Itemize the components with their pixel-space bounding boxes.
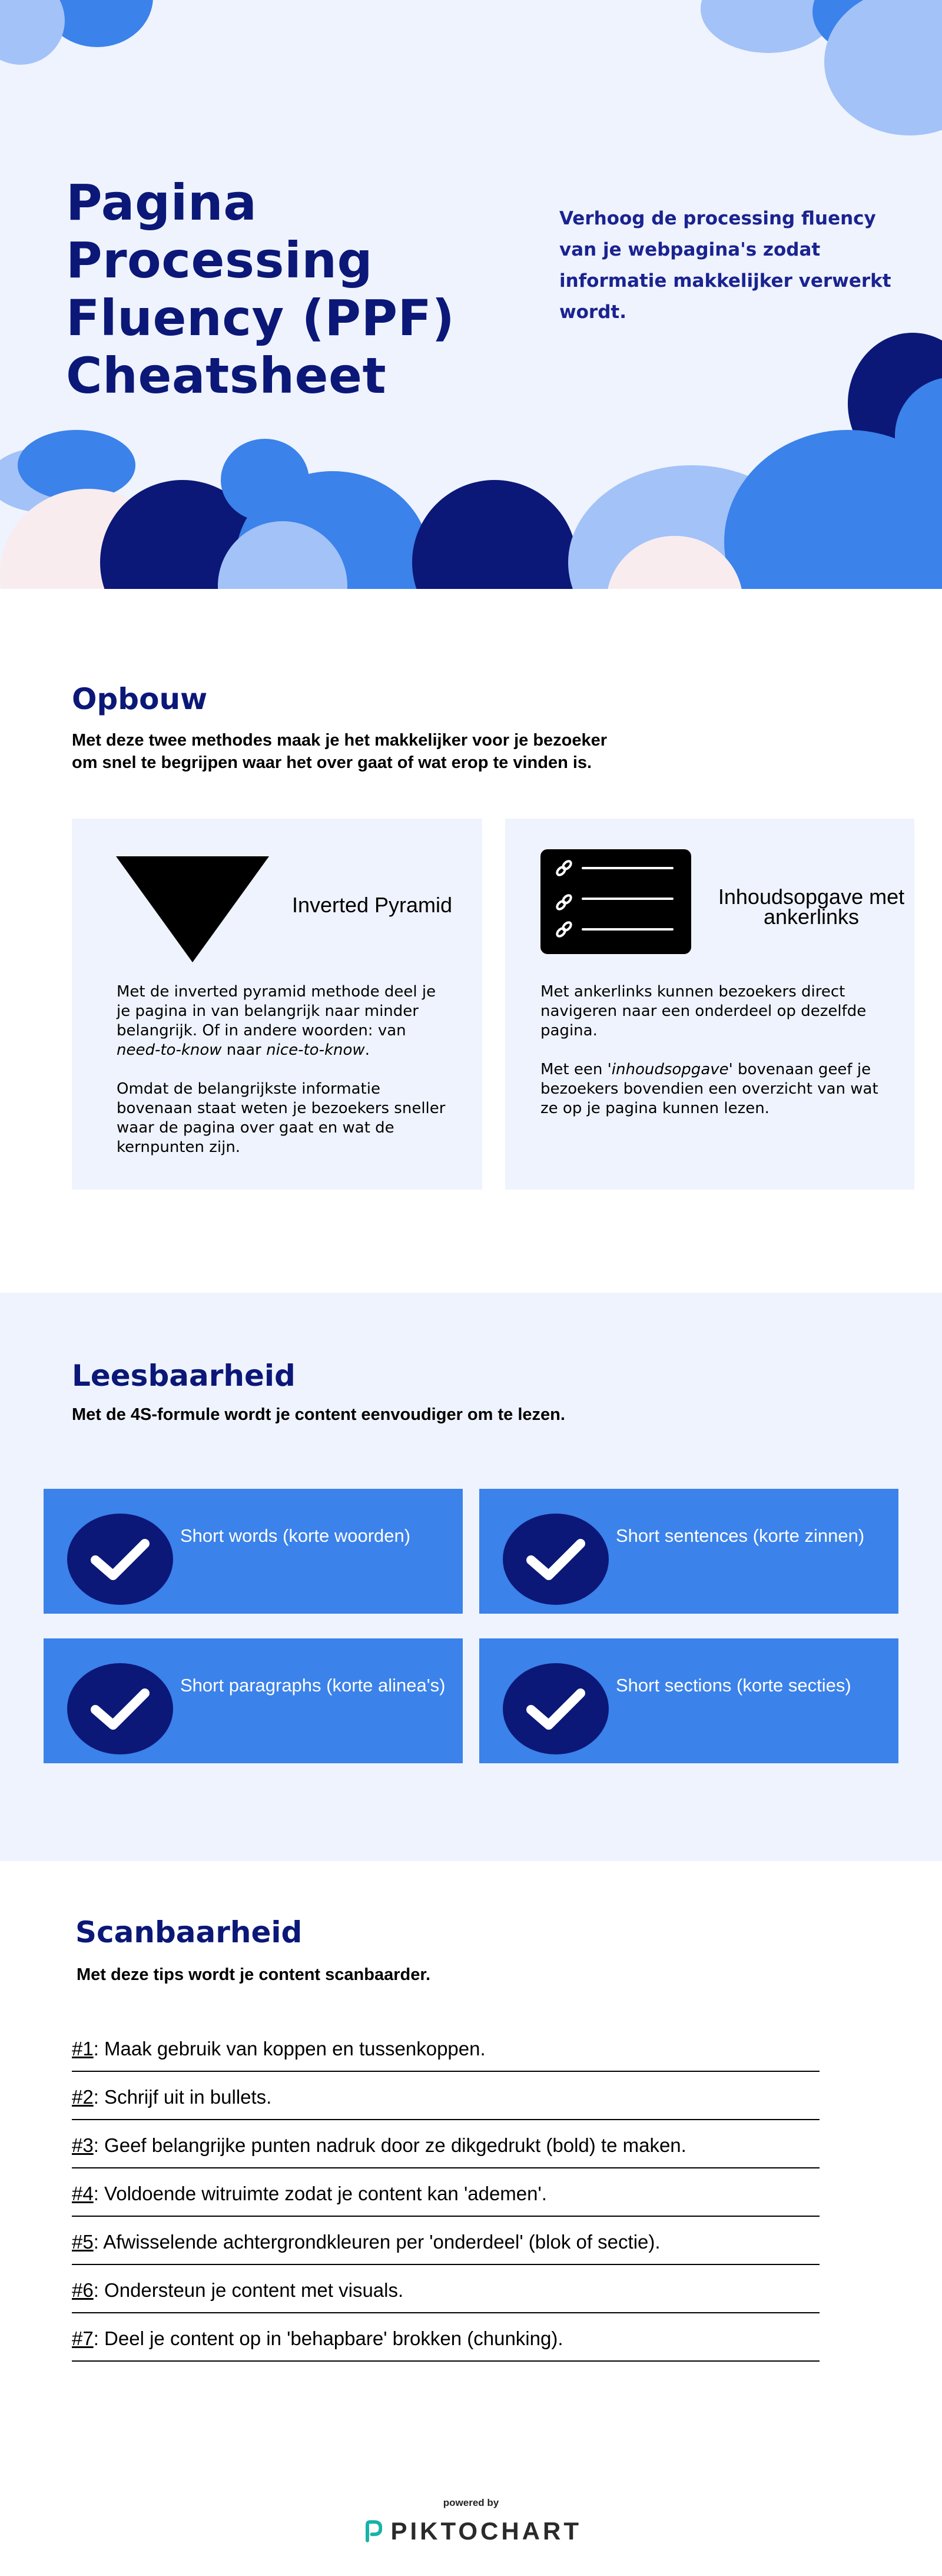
section-title: Scanbaarheid (75, 1915, 303, 1949)
check-icon (503, 1514, 609, 1605)
section-lead-line: om snel te begrijpen waar het over gaat of wat erop te vinden is. (72, 753, 592, 772)
brand-name: PIKTOCHART (390, 2517, 582, 2545)
section-leesbaarheid (0, 1293, 942, 1861)
card-paragraph: Met de inverted pyramid methode deel je je pagina in van belangrijk naar minder belangrijk. Of in andere woorden: van need-to-know naar nice-to-know. (117, 983, 436, 1059)
tile-short-words (44, 1489, 463, 1614)
section-scanbaarheid (0, 1861, 942, 2576)
card-body (540, 982, 894, 1118)
decor-blob (824, 0, 942, 135)
card-paragraph: Met een 'inhoudsopgave' bovenaan geef je bezoekers bovendien een overzicht van wat ze op je pagina kunnen lezen. (540, 1061, 878, 1117)
tile-short-paragraphs (44, 1638, 463, 1763)
powered-by-label: powered by (443, 2497, 499, 2508)
section-title: Opbouw (72, 682, 208, 716)
section-title: Leesbaarheid (72, 1359, 296, 1393)
tile-label: Short paragraphs (korte alinea's) (180, 1675, 446, 1696)
tile-short-sections (479, 1638, 898, 1763)
tile-label: Short sentences (korte zinnen) (616, 1525, 865, 1546)
card-paragraph: Met ankerlinks kunnen bezoekers direct navigeren naar een onderdeel op dezelfde pagina. (540, 983, 867, 1039)
card-paragraph: Omdat de belangrijkste informatie bovenaan staat weten je bezoekers sneller waar de pagina over gaat en wat de kernpunten zijn. (117, 1080, 446, 1156)
section-lead: Met de 4S-formule wordt je content eenvoudiger om te lezen. (72, 1405, 565, 1424)
tile-label: Short sections (korte secties) (616, 1675, 851, 1696)
list-item: #1 : Maak gebruik van koppen en tussenkoppen. (72, 2024, 820, 2072)
list-item: #2 : Schrijf uit in bullets. (72, 2072, 820, 2120)
decor-blob (0, 0, 65, 65)
card-ankerlinks (505, 819, 914, 1190)
tile-label: Short words (korte woorden) (180, 1525, 411, 1546)
piktochart-logo-icon (364, 2517, 382, 2546)
page-title-line: Fluency (PPF) (66, 289, 455, 347)
page-title-line: Cheatsheet (66, 347, 387, 405)
page-title-line: Pagina Processing (66, 174, 373, 289)
list-item: #5 : Afwisselende achtergrondkleuren per 'onderdeel' (blok of sectie). (72, 2217, 820, 2265)
piktochart-logo[interactable] (364, 2514, 582, 2549)
page-subtitle: Verhoog de processing fluency van je webpagina's zodat informatie makkelijker verwerkt wordt. (559, 208, 891, 323)
card-heading: Inverted Pyramid (291, 893, 453, 917)
section-opbouw (0, 589, 942, 1293)
section-lead (72, 729, 661, 774)
section-lead: Met deze tips wordt je content scanbaarder. (77, 1965, 431, 1984)
card-inverted-pyramid (72, 819, 482, 1190)
tips-list (72, 2024, 820, 2362)
hero-section (0, 0, 942, 589)
page-title (66, 174, 525, 405)
tile-short-sentences (479, 1489, 898, 1614)
card-body (117, 982, 446, 1157)
link-list-icon (540, 849, 691, 954)
inverted-pyramid-icon (116, 856, 269, 962)
check-icon (503, 1663, 609, 1754)
card-heading: Inhoudsopgave met ankerlinks (718, 885, 905, 929)
list-item: #3 : Geef belangrijke punten nadruk door ze dikgedrukt (bold) te maken. (72, 2120, 820, 2168)
list-item: #6 : Ondersteun je content met visuals. (72, 2265, 820, 2313)
check-icon (67, 1514, 173, 1605)
decor-blob (412, 480, 577, 589)
check-icon (67, 1663, 173, 1754)
section-lead-line: Met deze twee methodes maak je het makkelijker voor je bezoeker (72, 731, 608, 750)
list-item: #7 : Deel je content op in 'behapbare' brokken (chunking). (72, 2313, 820, 2362)
list-item: #4 : Voldoende witruimte zodat je content kan 'ademen'. (72, 2168, 820, 2217)
